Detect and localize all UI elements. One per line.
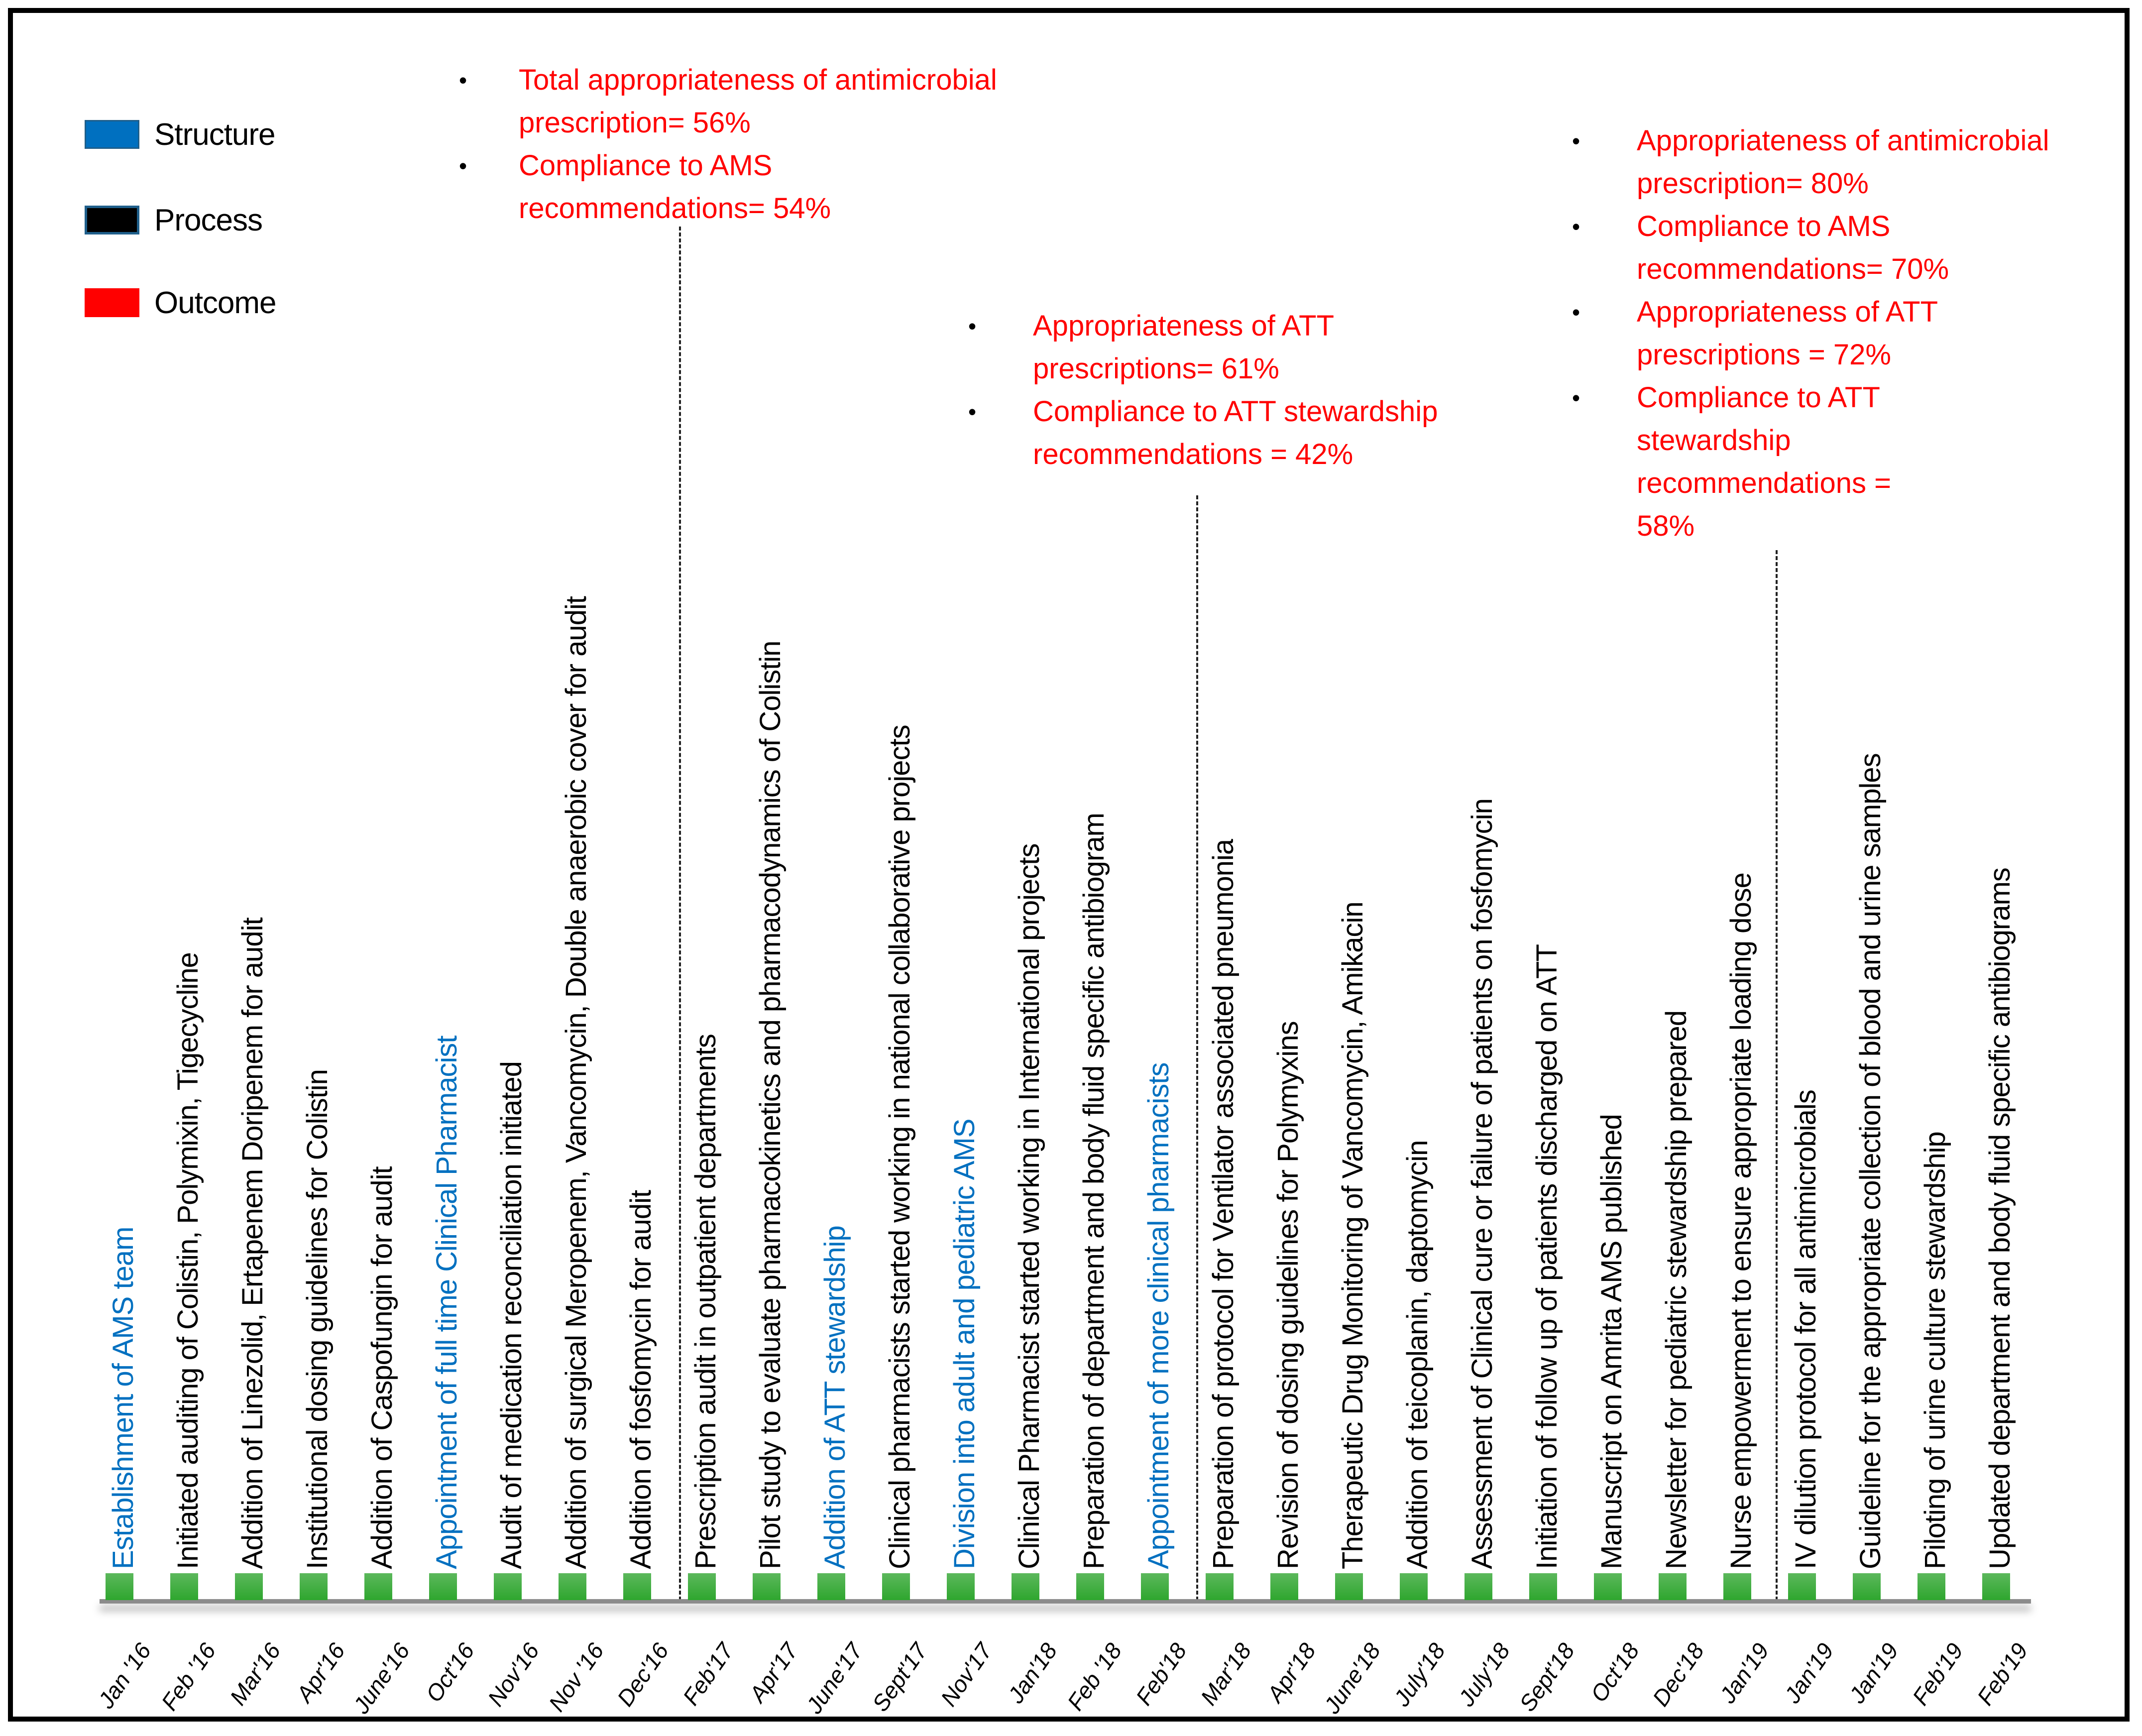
timeline-marker-icon xyxy=(300,1573,328,1600)
bullet-icon: • xyxy=(459,153,467,179)
outcome-swatch-icon xyxy=(85,288,139,317)
outcome-block-2018 xyxy=(1572,119,2085,548)
outcome-text: Appropriateness of ATT prescriptions = 72% xyxy=(1637,296,1937,371)
date-label: Mar'16 xyxy=(224,1638,286,1710)
date-label: Feb'19 xyxy=(1907,1638,1968,1710)
bullet-icon: • xyxy=(1572,214,1580,239)
timeline-marker-icon xyxy=(106,1573,133,1600)
event-label: Manuscript on Amrita AMS published xyxy=(1595,1114,1628,1569)
structure-swatch-icon xyxy=(85,120,139,149)
bullet-icon: • xyxy=(1572,128,1580,154)
date-label: June'16 xyxy=(348,1638,415,1719)
timeline-marker-icon xyxy=(1788,1573,1816,1600)
timeline-marker-icon xyxy=(494,1573,522,1600)
divider-2016-outcome xyxy=(679,227,681,1601)
event-label: Division into adult and pediatric AMS xyxy=(948,1119,981,1569)
process-swatch-icon xyxy=(85,206,139,234)
timeline-marker-icon xyxy=(170,1573,198,1600)
event-label: Clinical pharmacists started working in national collaborative projects xyxy=(884,725,916,1569)
timeline-marker-icon xyxy=(1012,1573,1039,1600)
bullet-icon: • xyxy=(459,67,467,93)
date-label: July'18 xyxy=(1388,1638,1451,1711)
timeline-marker-icon xyxy=(559,1573,586,1600)
date-label: June'18 xyxy=(1319,1638,1386,1719)
timeline-marker-icon xyxy=(1723,1573,1751,1600)
date-label: Dec'18 xyxy=(1647,1638,1709,1711)
date-label: Nov'17 xyxy=(935,1638,998,1711)
outcome-text: Total appropriateness of antimicrobial prescription= 56% xyxy=(519,64,997,139)
timeline-marker-icon xyxy=(235,1573,263,1600)
timeline-marker-icon xyxy=(364,1573,392,1600)
event-label: Institutional dosing guidelines for Colistin xyxy=(301,1069,334,1569)
event-label: Audit of medication reconciliation initiated xyxy=(495,1061,528,1569)
event-label: Addition of fosfomycin for audit xyxy=(625,1190,657,1569)
event-label: Updated department and body fluid specific antibiograms xyxy=(1984,868,2016,1569)
date-label: Jan'19 xyxy=(1779,1638,1839,1708)
timeline-marker-icon xyxy=(1141,1573,1169,1600)
legend-label: Outcome xyxy=(154,285,276,320)
event-label: Therapeutic Drug Monitoring of Vancomycin, Amikacin xyxy=(1337,902,1369,1569)
date-label: Apr'16 xyxy=(291,1638,350,1707)
event-label: Clinical Pharmacist started working in International projects xyxy=(1013,843,1045,1569)
event-label: Revision of dosing guidelines for Polymyxins xyxy=(1272,1021,1304,1569)
bullet-icon: • xyxy=(1572,299,1580,325)
timeline-marker-icon xyxy=(1270,1573,1298,1600)
outcome-text: Appropriateness of antimicrobial prescription= 80% xyxy=(1637,124,2049,200)
legend-label: Structure xyxy=(154,117,275,152)
outcome-text: Compliance to AMS recommendations= 54% xyxy=(519,149,831,225)
outcome-text: Compliance to AMS recommendations= 70% xyxy=(1637,210,1949,285)
date-label: Feb'19 xyxy=(1971,1638,2033,1710)
date-label: June'17 xyxy=(801,1638,868,1719)
legend-item-process xyxy=(85,203,262,237)
timeline-marker-icon xyxy=(1594,1573,1622,1600)
timeline-marker-icon xyxy=(1335,1573,1363,1600)
timeline-marker-icon xyxy=(1076,1573,1104,1600)
event-label: Addition of Caspofungin for audit xyxy=(366,1166,398,1569)
date-label: Oct'16 xyxy=(421,1638,480,1707)
date-label: Mar'18 xyxy=(1195,1638,1256,1710)
date-label: Nov '16 xyxy=(544,1638,609,1716)
timeline-marker-icon xyxy=(1465,1573,1492,1600)
timeline-marker-icon xyxy=(1917,1573,1945,1600)
event-label: Piloting of urine culture stewardship xyxy=(1919,1132,1951,1569)
timeline-marker-icon xyxy=(1659,1573,1687,1600)
outcome-text: Compliance to ATT stewardship recommendations = 58% xyxy=(1637,381,1891,542)
timeline-marker-icon xyxy=(623,1573,651,1600)
date-label: Apr'18 xyxy=(1262,1638,1321,1707)
event-label: Prescription audit in outpatient departments xyxy=(689,1034,722,1569)
legend-label: Process xyxy=(154,203,262,237)
outcome-block-2017 xyxy=(968,305,1506,476)
timeline-marker-icon xyxy=(1982,1573,2010,1600)
date-label: July'18 xyxy=(1453,1638,1515,1711)
timeline-marker-icon xyxy=(882,1573,910,1600)
date-label: Jan'19 xyxy=(1843,1638,1904,1708)
timeline-marker-icon xyxy=(429,1573,457,1600)
date-label: Jan'18 xyxy=(1002,1638,1062,1708)
event-label: Initiation of follow up of patients discharged on ATT xyxy=(1531,944,1563,1569)
outcome-text: Appropriateness of ATT prescriptions= 61% xyxy=(1033,310,1334,385)
timeline-marker-icon xyxy=(688,1573,716,1600)
bullet-icon: • xyxy=(968,399,977,425)
event-label: Pilot study to evaluate pharmacokinetics and pharmacodynamics of Colistin xyxy=(754,641,787,1569)
legend-item-structure xyxy=(85,117,275,152)
timeline-marker-icon xyxy=(1853,1573,1881,1600)
event-label: Addition of ATT stewardship xyxy=(819,1226,851,1569)
event-label: IV dilution protocol for all antimicrobials xyxy=(1790,1090,1822,1569)
date-label: Nov'16 xyxy=(482,1638,545,1711)
bullet-icon: • xyxy=(1572,385,1580,411)
event-label: Preparation of protocol for Ventilator associated pneumonia xyxy=(1207,839,1240,1569)
event-label: Newsletter for pediatric stewardship prepared xyxy=(1660,1011,1692,1569)
date-label: Oct'18 xyxy=(1585,1638,1645,1707)
event-label: Guideline for the appropriate collection of blood and urine samples xyxy=(1854,753,1887,1569)
event-label: Preparation of department and body fluid specific antibiogram xyxy=(1078,813,1110,1569)
event-label: Addition of surgical Meropenem, Vancomycin, Double anaerobic cover for audit xyxy=(560,596,592,1569)
event-label: Establishment of AMS team xyxy=(107,1227,139,1569)
event-label: Appointment of more clinical pharmacists xyxy=(1142,1062,1175,1569)
date-label: Sept'18 xyxy=(1514,1638,1580,1717)
outcome-text: Compliance to ATT stewardship recommendations = 42% xyxy=(1033,395,1438,470)
timeline-marker-icon xyxy=(947,1573,975,1600)
event-label: Appointment of full time Clinical Pharmacist xyxy=(431,1036,463,1569)
event-label: Assessment of Clinical cure or failure of patients on fosfomycin xyxy=(1466,799,1498,1569)
date-label: Feb'17 xyxy=(677,1638,739,1710)
divider-2018-outcome xyxy=(1776,550,1778,1601)
timeline-marker-icon xyxy=(753,1573,781,1600)
date-label: Feb '16 xyxy=(156,1638,221,1715)
timeline-marker-icon xyxy=(1400,1573,1428,1600)
date-label: Jan '16 xyxy=(93,1638,156,1713)
date-label: Feb '18 xyxy=(1062,1638,1127,1715)
event-label: Initiated auditing of Colistin, Polymixin, Tigecycline xyxy=(172,952,204,1569)
outcome-block-2016 xyxy=(459,59,1116,230)
date-label: Jan'19 xyxy=(1714,1638,1774,1708)
date-label: Sept'17 xyxy=(867,1638,933,1717)
legend-item-outcome xyxy=(85,285,276,320)
timeline-marker-icon xyxy=(817,1573,845,1600)
event-label: Nurse empowerment to ensure appropriate loading dose xyxy=(1725,873,1757,1569)
date-label: Dec'16 xyxy=(612,1638,674,1711)
timeline-marker-icon xyxy=(1206,1573,1234,1600)
event-label: Addition of Linezolid, Ertapenem Doripenem for audit xyxy=(236,918,269,1569)
bullet-icon: • xyxy=(968,313,977,339)
divider-2017-outcome xyxy=(1196,495,1198,1601)
event-label: Addition of teicoplanin, daptomycin xyxy=(1401,1140,1434,1569)
date-label: Apr'17 xyxy=(744,1638,803,1707)
date-label: Feb'18 xyxy=(1130,1638,1192,1710)
timeline-marker-icon xyxy=(1529,1573,1557,1600)
